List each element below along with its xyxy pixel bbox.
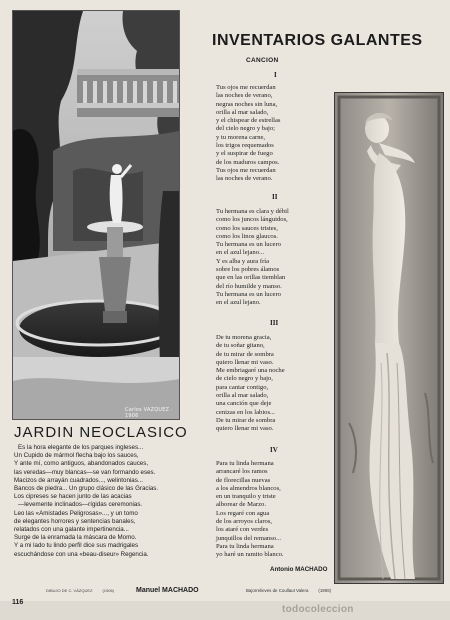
stanza-3 [216,334,338,434]
stanza-numeral: I [274,71,277,79]
poem-line: Surge de la enramada la máscara de Momo. [14,534,137,542]
poem-line: —levemente inclinados—rígidas ceremonias. [18,501,143,509]
poem-subtitle: CANCION [246,57,279,64]
stanza-numeral: IV [270,446,278,454]
poem-line: de florecillas nuevas [216,476,271,484]
poem-line: junquillos del remanso... [216,534,282,542]
poem-line: quiero llenar mi vaso. [216,425,274,433]
poem-line: como los juncos lánguidos, [216,216,288,224]
poem-line: los ataré con verdes [216,526,269,534]
illustration-credit [46,588,114,593]
poem-line: arrancaré los ramos [216,468,268,476]
relief-caption-year: (1906) [318,588,332,593]
poem-line: Y a mi lado tu lindo perfil dice sus madrigales [14,542,139,550]
poem-line: yo haré un ramito blanco. [216,551,284,559]
poem-line: Tus ojos me recuerdan [216,84,276,91]
poem-line: Los cipreses se hacen junto de las acacias [14,493,132,501]
poem-line: las veredas—muy blancas—se van formando eses. [14,468,156,476]
poem-line: alborear de Marzo. [216,501,266,509]
poem-line: del río humilde y manso. [216,282,282,290]
poem-line: del cielo negro y bajo; [216,125,275,133]
poem-line: cenizas en los labios... [216,408,275,416]
poem-line: Macizos de arrayán cuadrados..., welintonias... [14,476,143,484]
poem-line: en el azul lejano. [216,299,261,307]
page-number: 116 [12,599,24,606]
poem-line: Y es alba y aura fría [216,257,270,265]
left-poem-title: JARDIN NEOCLASICO [14,424,188,441]
poem-line: Los regaré con agua [216,509,270,517]
poem-line: de tu mirar de sombra [216,350,274,358]
poem-line: Tus ojos me recuerdan [216,166,276,174]
poem-line: Me embriagaré una noche [216,367,285,375]
right-poem-author: Antonio MACHADO [270,566,328,573]
poem-line: que en las orillas tiemblan [216,274,286,282]
poem-line: a los almendros blancos, [216,484,281,492]
poem-line: Para tu linda hermana [216,460,274,467]
stanza-numeral: III [270,319,279,327]
poem-line: los trigos requemados [216,142,274,150]
poem-line: y el chispear de estrellas [216,117,281,125]
poem-line: Y ante mí, como antiguos, abandonados cauces, [14,460,149,468]
poem-line: las noches de verano, [216,92,273,100]
poem-line: de elegantes horrores y sentencias banales, [14,517,136,525]
poem-line: como los sauces tristes, [216,224,278,232]
poem-line: como los linos glaucos. [216,232,278,240]
poem-line: de los arroyos claros, [216,518,273,526]
article-title: INVENTARIOS GALANTES [212,32,423,49]
poem-line: Es la hora elegante de los parques ingleses... [18,444,144,451]
relief-caption-text: Bajorrelieves de Coullaut Valera [246,588,309,593]
poem-line: de tu soñar gitano, [216,342,265,350]
poem-line: orilla al mar salado, [216,108,269,116]
poem-line: para cantar contigo, [216,383,269,391]
poem-line: Tu hermana es un lucero [216,241,281,249]
poem-line: en el azul lejano... [216,249,264,257]
poem-line: escuchándose con una «beau-diseur» Regencia. [14,550,149,558]
poem-line: y el suspirar de fuego [216,150,273,158]
left-poem-author: Manuel MACHADO [136,587,199,594]
watermark-logo: todocoleccion [282,604,354,615]
bas-relief-sculpture [334,92,444,584]
stanza-2 [216,208,338,308]
poem-line: y tu morena carne, [216,133,266,141]
poem-line: en un tranquilo y triste [216,493,276,501]
poem-line: Tu hermana es clara y débil [216,208,289,215]
left-poem [14,444,206,559]
garden-fountain-painting [12,10,180,420]
poem-line: una canción que deje [216,400,272,408]
illustration-credit-text: DIBUJO DE C. VÁZQUEZ [46,588,93,593]
stanza-numeral: II [272,193,278,201]
relief-caption [246,588,331,593]
stanza-1 [216,84,338,184]
poem-line: relatados con una galante impertinencia... [14,526,129,534]
poem-line: Tu hermana es un lucero [216,290,281,298]
poem-line: Para tu linda hermana [216,542,274,550]
poem-line: De tu morena gracia, [216,334,272,341]
poem-line: Leo las «Amistades Peligrosas»..., y un tomo [14,509,138,517]
poem-line: negras noches sin luna, [216,100,278,108]
poem-line: Bancos de piedra... Un grupo clásico de las Gracias. [14,485,159,493]
poem-line: las noches de verano. [216,175,273,183]
painting-signature: Carlos VAZQUEZ · 1906 [125,407,173,419]
poem-line: orilla al mar salado, [216,392,269,400]
poem-line: sobre los pobres álamos [216,266,280,274]
stanza-4 [216,460,338,560]
poem-line: De tu mirar de sombra [216,416,276,424]
illustration-credit-year: (1906) [102,588,115,593]
watermark-strip [0,601,450,620]
poem-line: quiero llenar mi vaso. [216,358,274,366]
poem-line: de cielo negro y bajo, [216,375,273,383]
poem-line: Un Cupido de mármol flecha bajo los sauces, [14,452,139,460]
poem-line: de los maduros campos. [216,158,280,166]
